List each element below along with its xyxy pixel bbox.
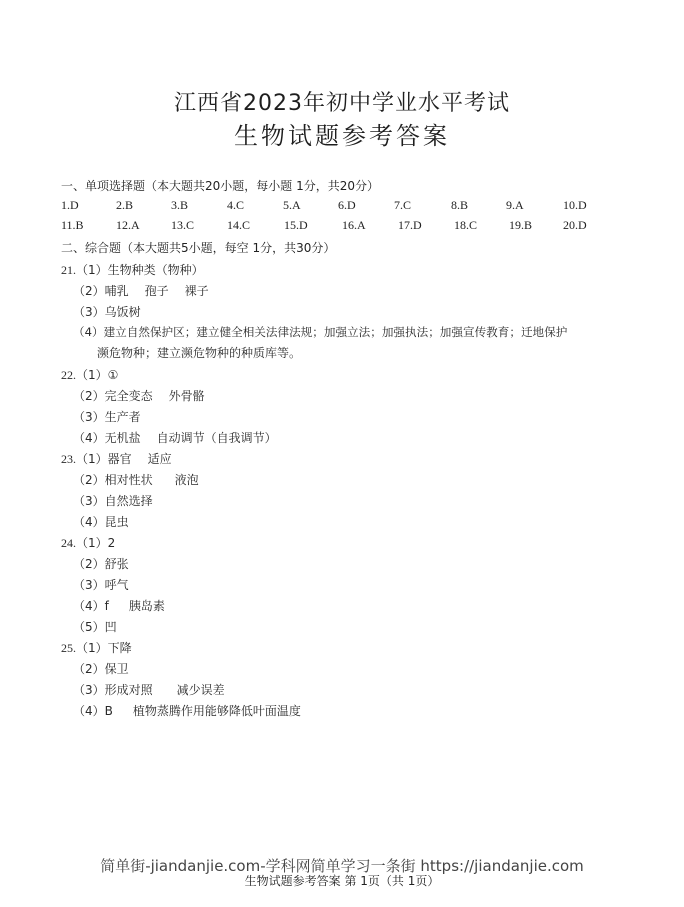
question-number: 21. [61, 263, 76, 277]
q24-part4 [73, 597, 165, 614]
part-label: （5） [73, 620, 105, 634]
question-number: 25. [61, 641, 76, 655]
part-label: （2） [73, 662, 105, 676]
mc-answer: 9.A [506, 198, 524, 212]
mc-answer: 3.B [171, 198, 189, 212]
q24-part3 [73, 576, 129, 593]
mc-answer: 19.B [509, 218, 533, 232]
answer: 无机盐 [104, 431, 141, 445]
part-label: （3） [73, 494, 105, 508]
part-label: （1） [76, 641, 108, 655]
section2-heading: 二、综合题（本大题共5小题，每空 1分，共30分） [61, 241, 336, 255]
q25-part3 [73, 681, 225, 698]
q24-part5 [73, 618, 117, 635]
q25-part2 [73, 660, 129, 677]
answer: 外骨骼 [168, 389, 205, 403]
answer: 减少误差 [176, 683, 225, 697]
answer: 完全变态 [104, 389, 153, 403]
answer: 建立自然保护区；建立健全相关法律法规；加强立法；加强执法；加强宣传教育；迁地保护 [103, 325, 568, 339]
mc-answer: 10.D [563, 198, 587, 212]
answer: 适应 [147, 452, 172, 466]
mc-answer: 5.A [283, 198, 301, 212]
mc-answer: 20.D [563, 218, 587, 232]
part-label: （4） [73, 515, 105, 529]
q23-part3 [73, 492, 153, 509]
part-label: （2） [73, 473, 105, 487]
answer: B [104, 704, 113, 718]
answer: 裸子 [184, 284, 209, 298]
q21-part1 [61, 261, 204, 278]
q21-part4-continuation: 濒危物种；建立濒危物种的种质库等。 [97, 346, 302, 360]
part-label: （4） [73, 431, 105, 445]
answer: 胰岛素 [128, 599, 165, 613]
part-label: （1） [76, 536, 108, 550]
question-number: 22. [61, 368, 76, 382]
mc-answer: 15.D [284, 218, 308, 232]
q22-part2 [73, 387, 205, 404]
q22-part1 [61, 366, 118, 383]
mc-answer: 1.D [61, 198, 79, 212]
answer: 凹 [104, 620, 117, 634]
answer: 舒张 [104, 557, 129, 571]
q21-part3 [73, 303, 141, 320]
answer: 昆虫 [104, 515, 129, 529]
mc-answer: 2.B [116, 198, 134, 212]
part-label: （4） [73, 325, 104, 339]
mc-answer: 12.A [116, 218, 140, 232]
question-number: 24. [61, 536, 76, 550]
answer: 植物蒸腾作用能够降低叶面温度 [132, 704, 301, 718]
answer: 乌饭树 [104, 305, 141, 319]
answer: 器官 [107, 452, 132, 466]
q24-part1 [61, 534, 115, 551]
mc-answer: 16.A [342, 218, 366, 232]
q21-part4 [73, 324, 567, 340]
part-label: （4） [73, 704, 105, 718]
mc-answer: 6.D [338, 198, 356, 212]
answer: f [104, 599, 109, 613]
mc-answer: 7.C [394, 198, 412, 212]
part-label: （2） [73, 389, 105, 403]
answer: ① [107, 368, 119, 382]
question-number: 23. [61, 452, 76, 466]
part-label: （2） [73, 557, 105, 571]
part-label: （1） [76, 368, 108, 382]
section1-heading: 一、单项选择题（本大题共20小题，每小题 1分，共20分） [61, 179, 379, 193]
q25-part4 [73, 702, 301, 719]
watermark-link: 简单街-jiandanjie.com-学科网简单学习一条街 https://jiandanjie.com [100, 857, 584, 875]
mc-answer: 18.C [454, 218, 478, 232]
answer: 哺乳 [104, 284, 129, 298]
mc-answer: 8.B [451, 198, 469, 212]
answer: 生产者 [104, 410, 141, 424]
mc-answer: 14.C [227, 218, 251, 232]
answer: 液泡 [174, 473, 199, 487]
q23-part2 [73, 471, 199, 488]
answer: 2 [107, 536, 116, 550]
answer: 生物种类（物种） [107, 263, 204, 277]
exam-title: 江西省2023年初中学业水平考试 [174, 91, 510, 116]
part-label: （2） [73, 284, 105, 298]
answer: 呼气 [104, 578, 129, 592]
answer: 相对性状 [104, 473, 153, 487]
part-label: （3） [73, 578, 105, 592]
answer: 孢子 [144, 284, 169, 298]
mc-answer: 17.D [398, 218, 422, 232]
q22-part3 [73, 408, 141, 425]
q23-part1 [61, 450, 172, 467]
part-label: （3） [73, 305, 105, 319]
answer: 自动调节（自我调节） [156, 431, 277, 445]
q22-part4 [73, 429, 277, 446]
answer-key-title: 生物试题参考答案 [234, 122, 450, 150]
part-label: （3） [73, 410, 105, 424]
q24-part2 [73, 555, 129, 572]
part-label: （3） [73, 683, 105, 697]
part-label: （1） [76, 263, 108, 277]
answer: 形成对照 [104, 683, 153, 697]
mc-answer: 13.C [171, 218, 195, 232]
answer: 保卫 [104, 662, 129, 676]
mc-answer: 11.B [61, 218, 84, 232]
q21-part2 [73, 282, 209, 299]
answer: 自然选择 [104, 494, 153, 508]
answer: 下降 [107, 641, 132, 655]
mc-answer: 4.C [227, 198, 245, 212]
part-label: （1） [76, 452, 108, 466]
part-label: （4） [73, 599, 105, 613]
page-footer: 生物试题参考答案 第 1页（共 1页） [244, 874, 440, 888]
q25-part1 [61, 639, 132, 656]
q23-part4 [73, 513, 129, 530]
